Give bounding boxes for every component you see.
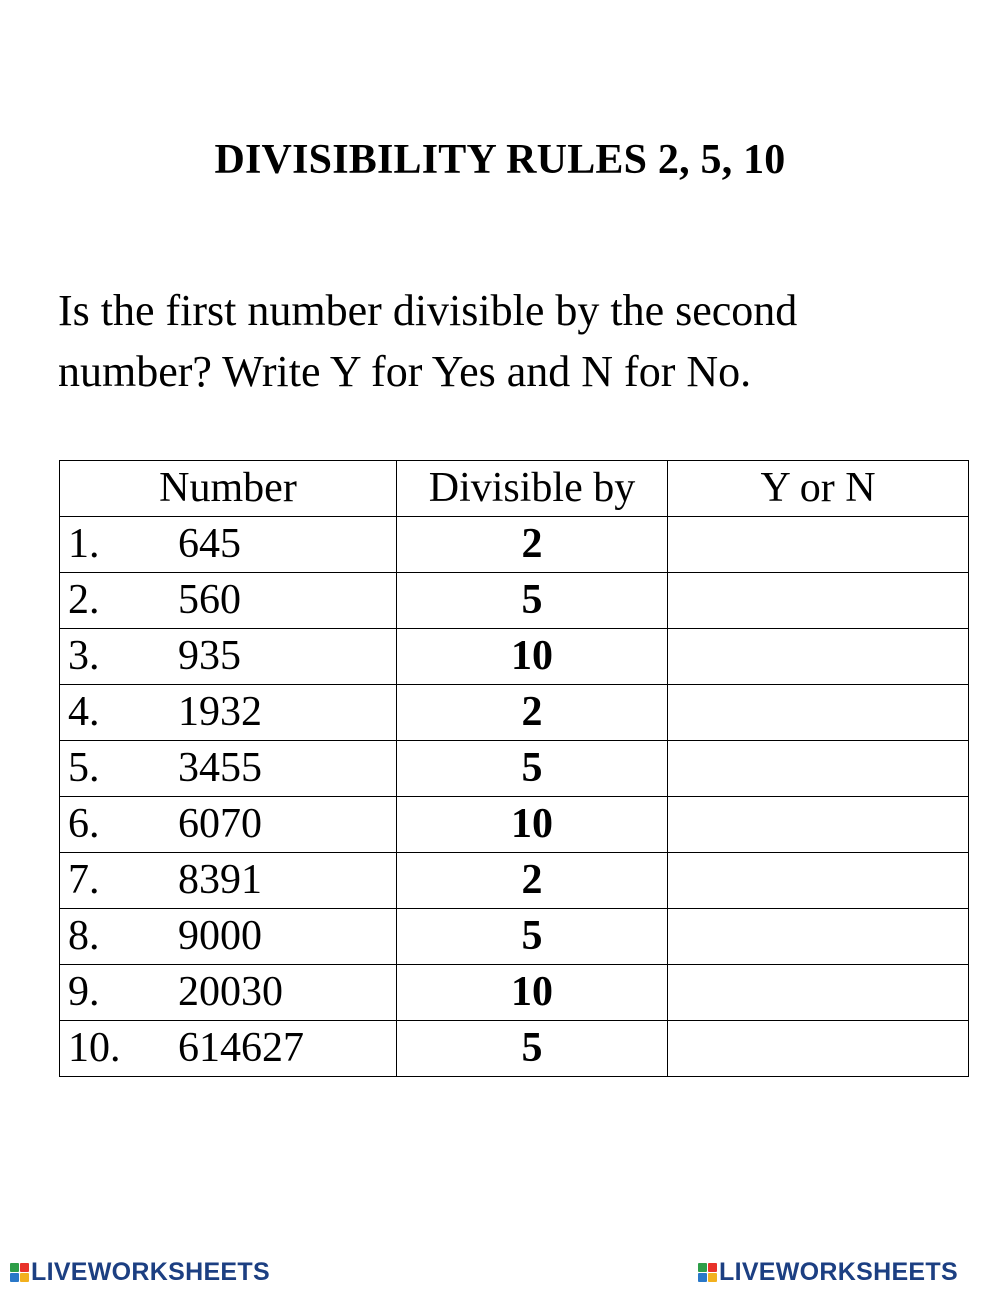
divisor-cell: 2 (397, 517, 668, 573)
number-cell (60, 629, 397, 685)
row-number: 935 (178, 633, 241, 679)
answer-box[interactable] (668, 517, 969, 573)
row-index: 1. (68, 521, 100, 567)
answer-box[interactable] (668, 909, 969, 965)
answer-box[interactable] (668, 573, 969, 629)
header-divisible-by: Divisible by (397, 461, 668, 517)
number-cell (60, 797, 397, 853)
answer-box[interactable] (668, 965, 969, 1021)
liveworksheets-logo-left (10, 1257, 270, 1287)
number-cell (60, 573, 397, 629)
table-row (60, 685, 969, 741)
answer-box[interactable] (668, 741, 969, 797)
logo-text: LIVEWORKSHEETS (31, 1257, 270, 1286)
answer-box[interactable] (668, 685, 969, 741)
table-row (60, 965, 969, 1021)
divisor-cell: 2 (397, 685, 668, 741)
liveworksheets-logo-icon (698, 1263, 717, 1282)
row-index: 3. (68, 633, 100, 679)
row-index: 9. (68, 969, 100, 1015)
logo-text: LIVEWORKSHEETS (719, 1257, 958, 1286)
number-cell (60, 1021, 397, 1077)
row-index: 7. (68, 857, 100, 903)
divisor-cell: 5 (397, 573, 668, 629)
divisor-cell: 10 (397, 797, 668, 853)
number-cell (60, 909, 397, 965)
table-body (60, 517, 969, 1077)
row-index: 10. (68, 1025, 121, 1071)
number-cell (60, 741, 397, 797)
table-row (60, 629, 969, 685)
table-header-row (60, 461, 969, 517)
divisor-cell: 5 (397, 909, 668, 965)
row-index: 5. (68, 745, 100, 791)
divisor-cell: 10 (397, 965, 668, 1021)
divisor-cell: 2 (397, 853, 668, 909)
answer-box[interactable] (668, 629, 969, 685)
row-number: 9000 (178, 913, 262, 959)
table-row (60, 573, 969, 629)
row-index: 4. (68, 689, 100, 735)
table-row (60, 909, 969, 965)
row-index: 2. (68, 577, 100, 623)
header-y-or-n: Y or N (668, 461, 969, 517)
row-number: 1932 (178, 689, 262, 735)
row-number: 645 (178, 521, 241, 567)
number-cell (60, 517, 397, 573)
table-row (60, 1021, 969, 1077)
page-title: DIVISIBILITY RULES 2, 5, 10 (214, 137, 786, 183)
answer-box[interactable] (668, 853, 969, 909)
row-number: 560 (178, 577, 241, 623)
divisibility-table (59, 460, 969, 1077)
table-row (60, 853, 969, 909)
number-cell (60, 965, 397, 1021)
table-row (60, 741, 969, 797)
table-row (60, 797, 969, 853)
row-index: 6. (68, 801, 100, 847)
liveworksheets-logo-icon (10, 1263, 29, 1282)
row-number: 20030 (178, 969, 283, 1015)
table-row (60, 517, 969, 573)
divisor-cell: 5 (397, 1021, 668, 1077)
divisor-cell: 10 (397, 629, 668, 685)
row-number: 8391 (178, 857, 262, 903)
row-number: 6070 (178, 801, 262, 847)
instructions-text: Is the first number divisible by the second number? Write Y for Yes and N for No. (58, 286, 798, 396)
number-cell (60, 853, 397, 909)
number-cell (60, 685, 397, 741)
divisor-cell: 5 (397, 741, 668, 797)
answer-box[interactable] (668, 797, 969, 853)
answer-box[interactable] (668, 1021, 969, 1077)
liveworksheets-logo-right (698, 1257, 958, 1287)
row-index: 8. (68, 913, 100, 959)
row-number: 614627 (178, 1025, 304, 1071)
header-number: Number (60, 461, 397, 517)
row-number: 3455 (178, 745, 262, 791)
